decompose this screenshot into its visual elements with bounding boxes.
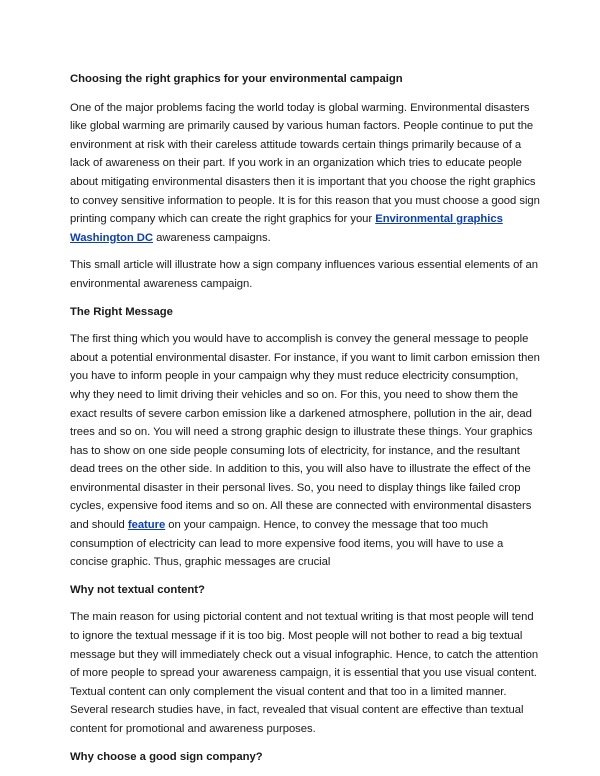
- right-message-text-after-link: on your campaign. Hence, to convey the message that too much consumption of electricity can lead to more expensive food items, you will have to use a concise graphic. Thus, graphic messages are crucial: [70, 519, 504, 569]
- feature-link[interactable]: feature: [127, 519, 166, 532]
- right-message-heading: The Right Message: [70, 305, 173, 318]
- textual-content-paragraph: The main reason for using pictorial content and not textual writing is that most people will tend to ignore the textual message if it is too big. Most people will not bother to read a big textual message but they will immediately check out a visual infographic. Hence, to catch the attention of more people to spread your awareness campaign, it is essential that you use visual content. Textual content can only complement the visual content and that too in a limited manner. Several research studies have, in fact, revealed that visual content are effective than textual content for promotional and awareness purposes.: [70, 611, 539, 735]
- sign-company-heading: Why choose a good sign company?: [70, 750, 263, 763]
- environmental-graphics-link[interactable]: Environmental graphics Washington DC: [70, 213, 503, 244]
- right-message-text-before-link: The first thing which you would have to accomplish is convey the general message to people about a potential environmental disaster. For instance, if you want to limit carbon emission then you have to inform people in your campaign why they must reduce electricity consumption, why they need to limit driving their vehicles and so on. For this, you need to show them the exact results of severe carbon emission like a darkened atmosphere, pollution in the air, dead trees and so on. You will need a strong graphic design to illustrate these things. Your graphics has to show on one side people consuming lots of electricity, for instance, and the resultant dead trees on the other side. In addition to this, you will also have to illustrate the effect of the environmental disaster in their personal lives. So, you need to display things like failed crop cycles, expensive food items and so on. All these are connected with environmental disasters and should: [70, 333, 540, 532]
- intro-text-after-link: awareness campaigns.: [153, 231, 271, 244]
- article-title: Choosing the right graphics for your environmental campaign: [70, 73, 403, 85]
- right-message-paragraph: [70, 330, 540, 572]
- summary-paragraph: This small article will illustrate how a sign company influences various essential elements of an environmental awareness campaign.: [70, 259, 538, 290]
- intro-text-before-link: One of the major problems facing the world today is global warming. Environmental disasters like global warming are primarily caused by various human factors. People continue to put the environment at risk with their careless attitude towards certain things primarily because of a lack of awareness on their part. If you work in an organization which tries to educate people about mitigating environmental disasters then it is important that you choose the right graphics to convey sensitive information to people. It is for this reason that you must choose a good sign printing company which can create the right graphics for your: [70, 101, 540, 226]
- textual-content-heading: Why not textual content?: [70, 583, 205, 596]
- intro-paragraph: [70, 99, 540, 248]
